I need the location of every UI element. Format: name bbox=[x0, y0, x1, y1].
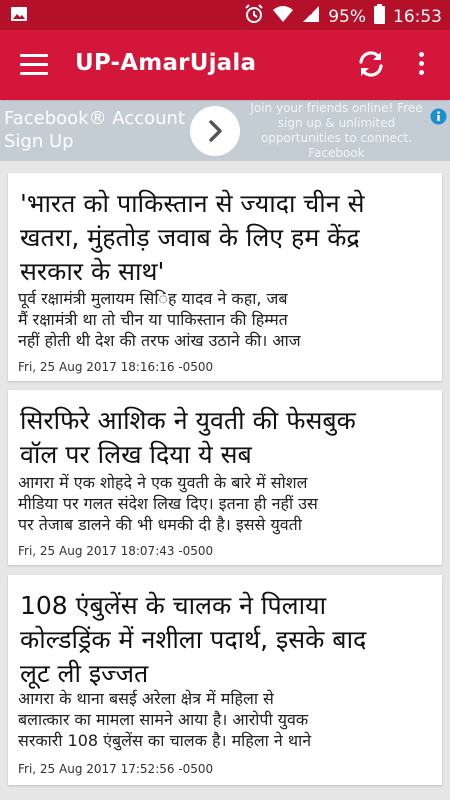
wifi-icon bbox=[272, 5, 294, 28]
article-summary: आगरा में एक शोहदे ने एक युवती के बारे में सोशल मीडिया पर गलत संदेश लिख दिए। इतना ही नहीं उस पर तेजाब डालने की भी धमकी दी है। इससे युवती bbox=[18, 473, 318, 534]
article-headline[interactable]: सिरफिरे आशिक ने युवती की फेसबुक वॉल पर लिख दिया ये सब bbox=[20, 406, 356, 469]
ad-description: Join your friends online! Free sign up & unlimited opportunities to connect. Facebook bbox=[250, 101, 423, 160]
news-card[interactable] bbox=[8, 390, 442, 565]
article-summary: आगरा के थाना बसई अरेला क्षेत्र में महिला से बलात्कार का मामला सामने आया है। आरोपी युवक सरकारी 108 एंबुलेंस का चालक है। महिला ने थाने bbox=[18, 689, 312, 750]
more-vert-icon[interactable] bbox=[412, 52, 430, 80]
ad-title[interactable]: Facebook® Account Sign Up bbox=[4, 108, 185, 152]
status-bar bbox=[0, 0, 450, 30]
article-date: Fri, 25 Aug 2017 18:16:16 -0500 bbox=[18, 360, 214, 374]
article-summary: पूर्व रक्षामंत्री मुलायम सि​िंह यादव ने कहा, जब मैं रक्षामंत्री था तो चीन या पाकिस्तान की हिम्मत नहीं होती थी देश की तरफ आंख उठाने की। आज bbox=[18, 289, 301, 350]
image-icon bbox=[10, 6, 28, 26]
news-card[interactable] bbox=[8, 173, 442, 381]
menu-icon[interactable] bbox=[20, 54, 48, 76]
ad-banner[interactable] bbox=[0, 101, 450, 161]
app-title: UP-AmarUjala bbox=[75, 50, 257, 76]
refresh-icon[interactable] bbox=[355, 48, 387, 80]
article-headline[interactable]: 'भारत को पाकिस्तान से ज्यादा चीन से खतरा, मुंहतोड़ जवाब के लिए हम केंद्र सरकार के साथ' bbox=[20, 189, 365, 286]
article-date: Fri, 25 Aug 2017 17:52:56 -0500 bbox=[18, 762, 214, 776]
signal-icon bbox=[302, 5, 320, 28]
alarm-icon bbox=[244, 4, 264, 29]
article-date: Fri, 25 Aug 2017 18:07:43 -0500 bbox=[18, 544, 214, 558]
battery-level: 95% bbox=[328, 6, 366, 27]
chevron-right-icon[interactable] bbox=[190, 106, 240, 156]
news-card[interactable] bbox=[8, 575, 442, 785]
battery-icon bbox=[374, 4, 385, 29]
info-icon[interactable] bbox=[430, 108, 447, 125]
app-toolbar bbox=[0, 30, 450, 100]
article-headline[interactable]: 108 एंबुलेंस के चालक ने पिलाया कोल्डड्रिंक में नशीला पदार्थ, इसके बाद लूट ली इज्जत bbox=[20, 591, 367, 688]
clock: 16:53 bbox=[393, 6, 442, 27]
